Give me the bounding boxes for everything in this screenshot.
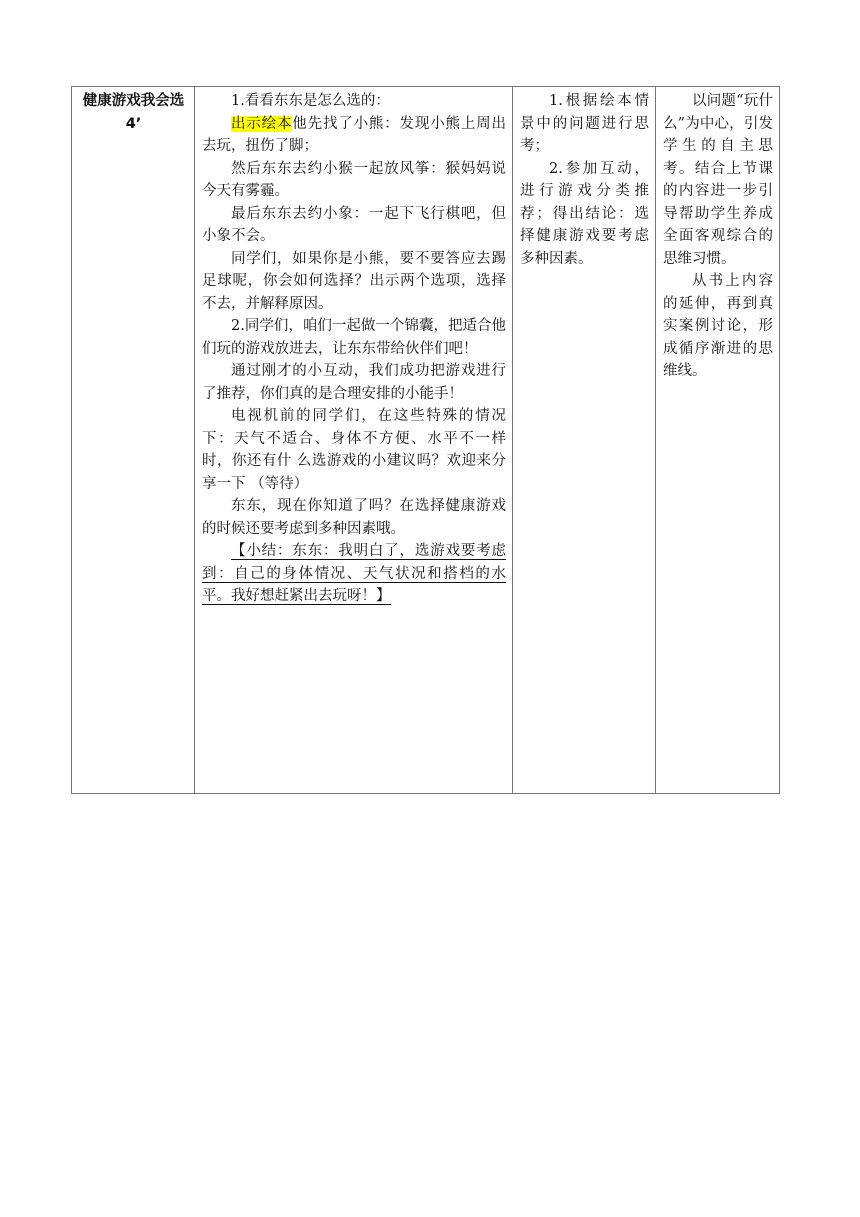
intent-paragraph: 从书上内容的延伸，再到真实案例讨论，形成循序渐进的思维线。: [663, 273, 773, 379]
teacher-paragraph: 电视机前的同学们，在这些特殊的情况下：天气不适合、身体不方便、水平不一样时，你还有什 么选游戏的小建议吗？欢迎来分享一下 （等待）: [202, 408, 506, 492]
teacher-paragraph: 通过刚才的小互动，我们成功把游戏进行了推荐，你们真的是合理安排的小能手！: [202, 363, 506, 402]
highlighted-text: 出示绘本: [231, 115, 293, 132]
teacher-paragraph: 东东，现在你知道了吗？在选择健康游戏的时候还要考虑到多种因素哦。: [202, 498, 506, 537]
student-paragraph: 1.根据绘本情景中的问题进行思考；: [520, 93, 649, 154]
summary-paragraph: [202, 540, 506, 608]
teacher-activity-cell: [195, 87, 513, 794]
teacher-paragraph: 最后东东去约小象：一起下飞行棋吧，但小象不会。: [202, 205, 506, 244]
table-row: [72, 87, 780, 794]
lesson-plan-table: [71, 86, 780, 794]
stage-cell: [72, 87, 195, 794]
student-paragraph: 2.参加互动，进行游戏分类推荐；得出结论：选择健康游戏要考虑多种因素。: [520, 160, 649, 267]
teacher-paragraph: 1.看看东东是怎么选的：: [231, 93, 390, 109]
student-activity-cell: [513, 87, 656, 794]
teacher-paragraph: 2.同学们，咱们一起做一个锦囊，把适合他们玩的游戏放进去，让东东带给伙伴们吧！: [202, 318, 506, 357]
teacher-paragraph: 同学们，如果你是小熊，要不要答应去踢足球呢，你会如何选择？出示两个选项，选择不去，并解释原因。: [202, 250, 506, 312]
intent-paragraph: 以问题“玩什么”为中心，引发学生的自主思考。结合上节课的内容进一步引导帮助学生养成全面客观综合的思维习惯。: [663, 93, 773, 267]
teacher-text: 他先找了小熊：发现小熊上周出去玩，扭伤了脚；: [202, 115, 507, 154]
teacher-paragraph: [202, 113, 506, 158]
design-intent-cell: [656, 87, 780, 794]
summary-text: 【小结：东东：我明白了，选游戏要考虑到：自己的身体情况、天气状况和搭档的水平。我好想赶紧出去玩呀！】: [202, 543, 506, 604]
teacher-paragraph: 然后东东去约小猴一起放风筝：猴妈妈说今天有雾霾。: [202, 160, 506, 199]
stage-title: 健康游戏我会选 4’: [82, 93, 185, 132]
